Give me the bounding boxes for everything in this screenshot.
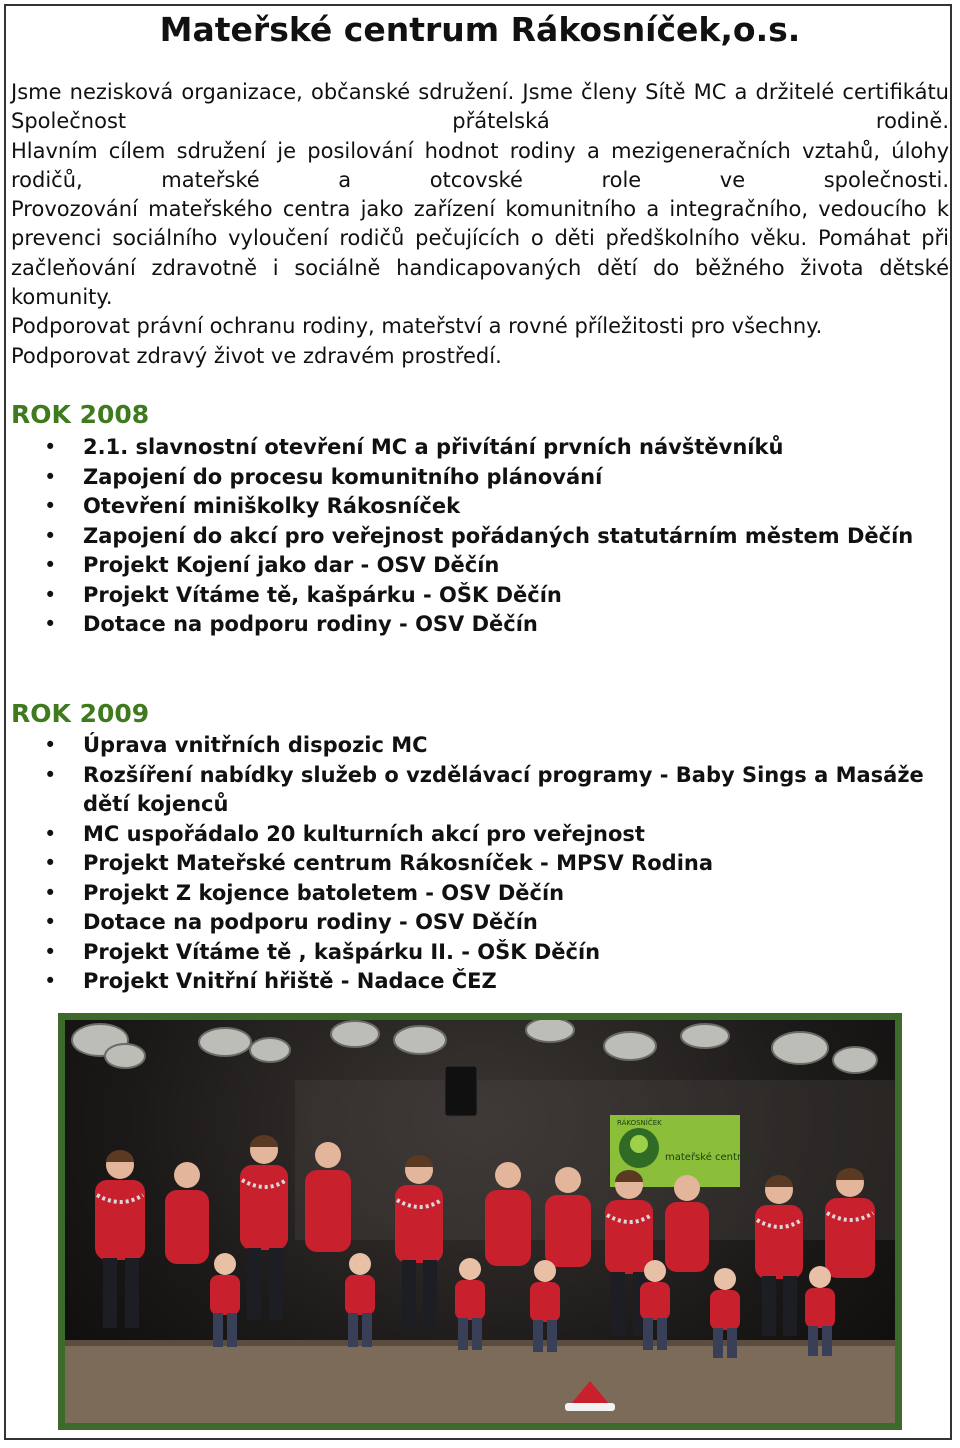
intro-text: [11, 78, 949, 371]
bullet: •: [44, 435, 57, 459]
list-item: • Projekt Mateřské centrum Rákosníček - MPSV Rodina: [0, 849, 940, 879]
list-item: • Dotace na podporu rodiny - OSV Děčín: [0, 610, 940, 640]
page-title: Mateřské centrum Rákosníček,o.s.: [159, 10, 801, 49]
intro-paragraph: Podporovat právní ochranu rodiny, mateřství a rovné příležitosti pro všechny.: [11, 314, 823, 339]
list-item: • Dotace na podporu rodiny - OSV Děčín: [0, 908, 940, 938]
bullet: •: [44, 821, 57, 846]
list-item: • Úprava vnitřních dispozic MC: [0, 731, 940, 761]
list-item: • Projekt Kojení jako dar - OSV Děčín: [0, 551, 940, 581]
bullet: •: [44, 553, 57, 577]
photo-frame: [58, 1013, 902, 1430]
bullet: •: [44, 582, 57, 607]
intro-paragraph: Hlavním cílem sdružení je posilování hodnot rodiny a mezigeneračních vztahů, úlohy rodičů, mateřské a otcovské role ve společnosti.: [11, 138, 949, 192]
bullet: •: [44, 523, 57, 548]
bullet: •: [44, 851, 57, 875]
bullet: •: [44, 910, 57, 934]
bullet: •: [44, 464, 57, 489]
banner-label: mateřské centrum: [665, 1152, 758, 1163]
event-photo-illustration: [65, 1020, 895, 1423]
list-item: • MC uspořádalo 20 kulturních akcí pro veřejnost: [0, 820, 940, 850]
intro-paragraph: Podporovat zdravý život ve zdravém prostředí.: [11, 343, 502, 368]
intro-paragraph: Jsme nezisková organizace, občanské sdružení. Jsme členy Sítě MC a držitelé certifikátu Společnost přátelská rodině.: [11, 80, 949, 134]
stage-lights: [72, 1020, 877, 1073]
list-item: • Projekt Vítáme tě , kašpárku II. - OŠK Děčín: [0, 938, 940, 968]
bullet: •: [44, 880, 57, 905]
bullet: •: [44, 612, 57, 636]
list-item: • 2.1. slavnostní otevření MC a přivítání prvních návštěvníků: [0, 433, 940, 463]
bullet: •: [44, 494, 57, 518]
list-item: • Rozšíření nabídky služeb o vzdělávací programy - Baby Sings a Masáže dětí kojenců: [44, 762, 924, 816]
list-item: • Otevření miniškolky Rákosníček: [0, 492, 940, 522]
list-2008: [0, 433, 940, 640]
banner-logo-text: RÁKOSNÍČEK: [617, 1119, 662, 1127]
section-heading-2008: ROK 2008: [11, 400, 150, 429]
list-item: • Projekt Z kojence batoletem - OSV Děčín: [0, 879, 940, 909]
list-item: • Projekt Vnitřní hřiště - Nadace ČEZ: [0, 967, 940, 997]
bullet: •: [44, 939, 57, 964]
speaker: [445, 1066, 477, 1116]
list-item: • Zapojení do akcí pro veřejnost pořádaných statutárním městem Děčín: [0, 522, 940, 552]
bullet: •: [44, 762, 57, 787]
intro-paragraph: Provozování mateřského centra jako zařízení komunitního a integračního, vedoucího k prevenci sociálního vyloučení rodičů pečujících o děti předškolního věku. Pomáhat při začleňování zdravotně i sociálně handicapovaných dětí do běžného života dětské komunity.: [11, 197, 949, 310]
event-photo: [65, 1020, 895, 1423]
list-item: • Projekt Vítáme tě, kašpárku - OŠK Děčín: [0, 581, 940, 611]
bullet: •: [44, 969, 57, 993]
list-2009: [0, 731, 940, 997]
section-heading-2009: ROK 2009: [11, 699, 150, 728]
bullet: •: [44, 733, 57, 757]
list-item: • Zapojení do procesu komunitního plánování: [0, 463, 940, 493]
